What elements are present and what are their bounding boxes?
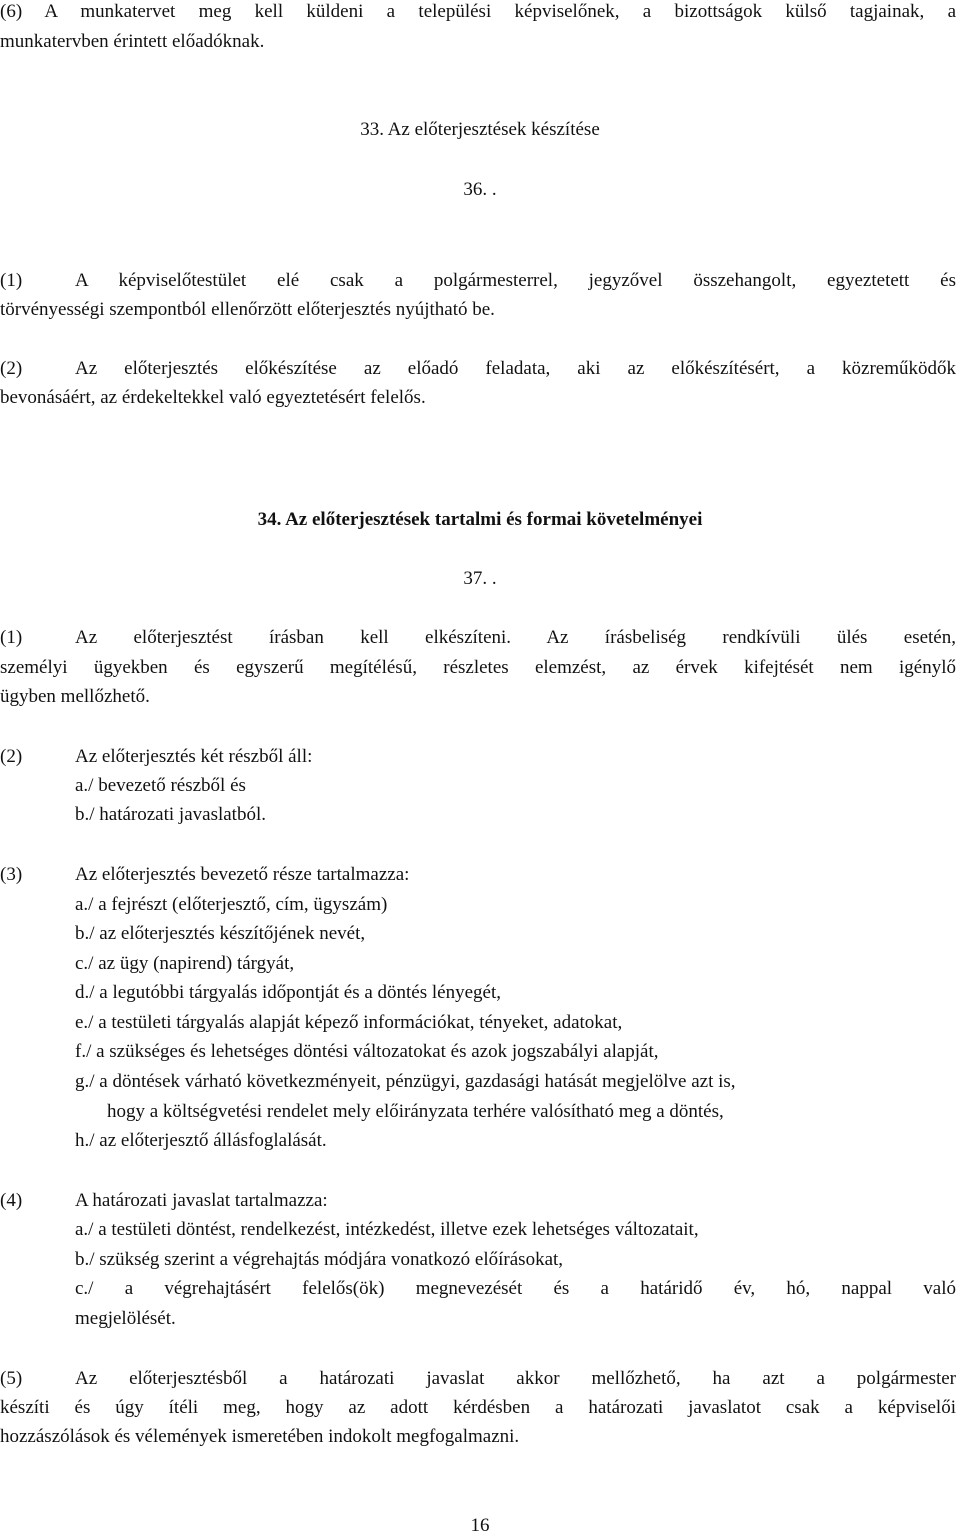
s34-p3-item: a./ a fejrészt (előterjesztő, cím, ügyszám)	[75, 894, 388, 915]
s34-p5-line2: készíti és úgy ítéli meg, hogy az adott kérdésben a határozati javaslatot csak a képviselői	[0, 1397, 956, 1418]
s34-p2-num: (2)	[0, 746, 23, 767]
section34-article: 37. .	[463, 568, 497, 589]
s34-p2-item: a./ bevezető részből és	[75, 775, 246, 796]
s34-p4-item: a./ a testületi döntést, rendelkezést, intézkedést, illetve ezek lehetséges változatait,	[75, 1219, 699, 1240]
s34-p5-num: (5)	[0, 1368, 23, 1389]
s34-p5-line1	[0, 1367, 956, 1391]
para6-line1: (6) A munkatervet meg kell küldeni a települési képviselőnek, a bizottságok külső tagjainak, a	[0, 1, 956, 22]
s34-p2-item: b./ határozati javaslatból.	[75, 804, 266, 825]
s34-p4-item-continuation: megjelölését.	[75, 1308, 176, 1329]
s34-p2-intro: Az előterjesztés két részből áll:	[75, 746, 313, 767]
s34-p1-line2: személyi ügyekben és egyszerű megítélésű, részletes elemzést, az érvek kifejtését nem igénylő	[0, 657, 956, 678]
s33-p2-num: (2)	[0, 358, 23, 379]
s34-p4-item: c./ a végrehajtásért felelős(ök) megnevezését és a határidő év, hó, nappal való	[75, 1278, 956, 1299]
s34-p4-intro-line	[0, 1189, 956, 1213]
s34-p3-item: d./ a legutóbbi tárgyalás időpontját és a döntés lényegét,	[75, 982, 501, 1003]
section34-heading: 34. Az előterjesztések tartalmi és formai követelményei	[257, 509, 703, 530]
s34-p4-num: (4)	[0, 1190, 23, 1211]
s34-p3-item-continuation: hogy a költségvetési rendelet mely előirányzata terhére valósítható meg a döntés,	[107, 1101, 724, 1122]
s34-p3-intro-line	[0, 863, 956, 887]
s34-p3-intro: Az előterjesztés bevezető része tartalmazza:	[75, 864, 410, 885]
s34-p3-item: e./ a testületi tárgyalás alapját képező információkat, tényeket, adatokat,	[75, 1012, 623, 1033]
s34-p4-item: b./ szükség szerint a végrehajtás módjára vonatkozó előírásokat,	[75, 1249, 564, 1270]
s34-p4-intro: A határozati javaslat tartalmazza:	[75, 1190, 328, 1211]
s34-p3-item: c./ az ügy (napirend) tárgyát,	[75, 953, 295, 974]
s34-p3-item: g./ a döntések várható következményeit, pénzügyi, gazdasági hatását megjelölve azt is,	[75, 1071, 736, 1092]
s34-p2-intro-line	[0, 745, 956, 769]
s33-p1-num: (1)	[0, 270, 23, 291]
s33-p2-line2: bevonásáért, az érdekeltekkel való egyeztetésért felelős.	[0, 387, 426, 408]
para6-line2: munkatervben érintett előadóknak.	[0, 31, 265, 52]
section33-heading: 33. Az előterjesztések készítése	[360, 119, 600, 140]
s34-p3-item: f./ a szükséges és lehetséges döntési változatokat és azok jogszabályi alapját,	[75, 1041, 659, 1062]
s34-p3-num: (3)	[0, 864, 23, 885]
s33-p2-line1	[0, 357, 956, 381]
s34-p5-text: Az előterjesztésből a határozati javaslat akkor mellőzhető, ha azt a polgármester	[75, 1368, 956, 1389]
s33-p2-text: Az előterjesztés előkészítése az előadó feladata, aki az előkészítésért, a közreműködők	[75, 358, 956, 379]
s34-p3-item: b./ az előterjesztés készítőjének nevét,	[75, 923, 366, 944]
s33-p1-line2: törvényességi szempontból ellenőrzött előterjesztés nyújtható be.	[0, 299, 495, 320]
s34-p1-text: Az előterjesztést írásban kell elkészíteni. Az írásbeliség rendkívüli ülés esetén,	[75, 627, 956, 648]
s34-p1-line3: ügyben mellőzhető.	[0, 686, 150, 707]
s34-p1-line1	[0, 626, 956, 650]
section33-article: 36. .	[463, 179, 497, 200]
s34-p1-num: (1)	[0, 627, 23, 648]
s34-p5-line3: hozzászólások és vélemények ismeretében indokolt megfogalmazni.	[0, 1426, 520, 1447]
s33-p1-text: A képviselőtestület elé csak a polgármesterrel, jegyzővel összehangolt, egyeztetett és	[75, 270, 956, 291]
s33-p1-line1	[0, 269, 956, 293]
s34-p3-item: h./ az előterjesztő állásfoglalását.	[75, 1130, 327, 1151]
page-number: 16	[470, 1515, 490, 1536]
